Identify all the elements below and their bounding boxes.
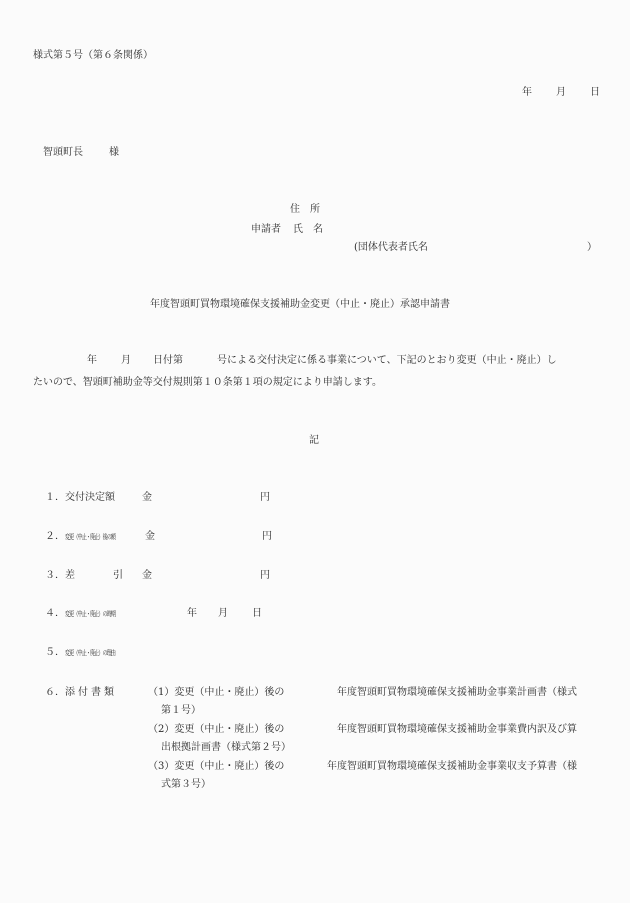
date-year: 年 — [522, 87, 532, 98]
attachment-2-cont: 出根拠計画書（様式第２号） — [161, 742, 291, 753]
document-title: 年度智頭町買物環境確保支援補助金変更（中止・廃止）承認申請書 — [150, 299, 450, 310]
representative-label: (団体代表者氏名 — [354, 242, 428, 253]
addressee-honorific: 様 — [109, 147, 119, 158]
representative-close: ） — [587, 242, 597, 253]
body-day-number: 日付第 — [153, 355, 183, 366]
attachment-1-prefix: （1）変更（中止・廃止）後の — [148, 687, 285, 698]
body-text: 号による交付決定に係る事業について、下記のとおり変更（中止・廃止）し — [217, 355, 557, 366]
attachment-2-prefix: （2）変更（中止・廃止）後の — [148, 724, 285, 735]
attachment-1-cont: 第１号） — [161, 705, 201, 716]
period-day: 日 — [252, 608, 262, 619]
ki-heading: 記 — [309, 435, 319, 446]
period-year: 年 — [187, 608, 197, 619]
date-month: 月 — [556, 87, 566, 98]
name-label: 氏 名 — [293, 224, 323, 235]
body-paragraph-line1 — [33, 356, 557, 366]
applicant-name-line — [251, 225, 323, 235]
address-label: 住 所 — [290, 204, 320, 215]
item-label: 交付決定額 — [65, 492, 115, 503]
yen-label: 円 — [262, 531, 272, 542]
submission-date — [522, 88, 600, 98]
item-label: 変更（中止・廃止）後の額 — [65, 533, 116, 541]
kin-label: 金 — [142, 570, 152, 581]
body-year: 年 — [87, 355, 97, 366]
attachments-label: 添付書類 — [65, 687, 117, 698]
addressee-name: 智頭町長 — [43, 147, 83, 158]
attachment-2-doc: 年度智頭町買物環境確保支援補助金事業費内訳及び算 — [337, 724, 577, 735]
item-label: 変更（中止・廃止）の理由 — [65, 649, 116, 657]
body-month: 月 — [121, 355, 131, 366]
addressee — [43, 148, 119, 158]
applicant-label: 申請者 — [251, 224, 281, 235]
date-day: 日 — [590, 87, 600, 98]
attachment-3-cont: 式第３号） — [161, 779, 211, 790]
item-label: 変更（中止・廃止）の時期 — [65, 610, 116, 618]
yen-label: 円 — [260, 492, 270, 503]
yen-label: 円 — [260, 570, 270, 581]
attachment-3-prefix: （3）変更（中止・廃止）後の — [148, 761, 285, 772]
form-number: 様式第５号（第６条関係） — [33, 50, 153, 61]
period-month: 月 — [218, 608, 228, 619]
attachment-3-doc: 年度智頭町買物環境確保支援補助金事業収支予算書（様 — [327, 761, 577, 772]
kin-label: 金 — [142, 492, 152, 503]
attachment-1-doc: 年度智頭町買物環境確保支援補助金事業計画書（様式 — [337, 687, 577, 698]
item-label: 差 引 — [65, 570, 129, 581]
body-paragraph-line2: たいので、智頭町補助金等交付規則第１０条第１項の規定により申請します。 — [33, 377, 382, 388]
kin-label: 金 — [145, 531, 155, 542]
